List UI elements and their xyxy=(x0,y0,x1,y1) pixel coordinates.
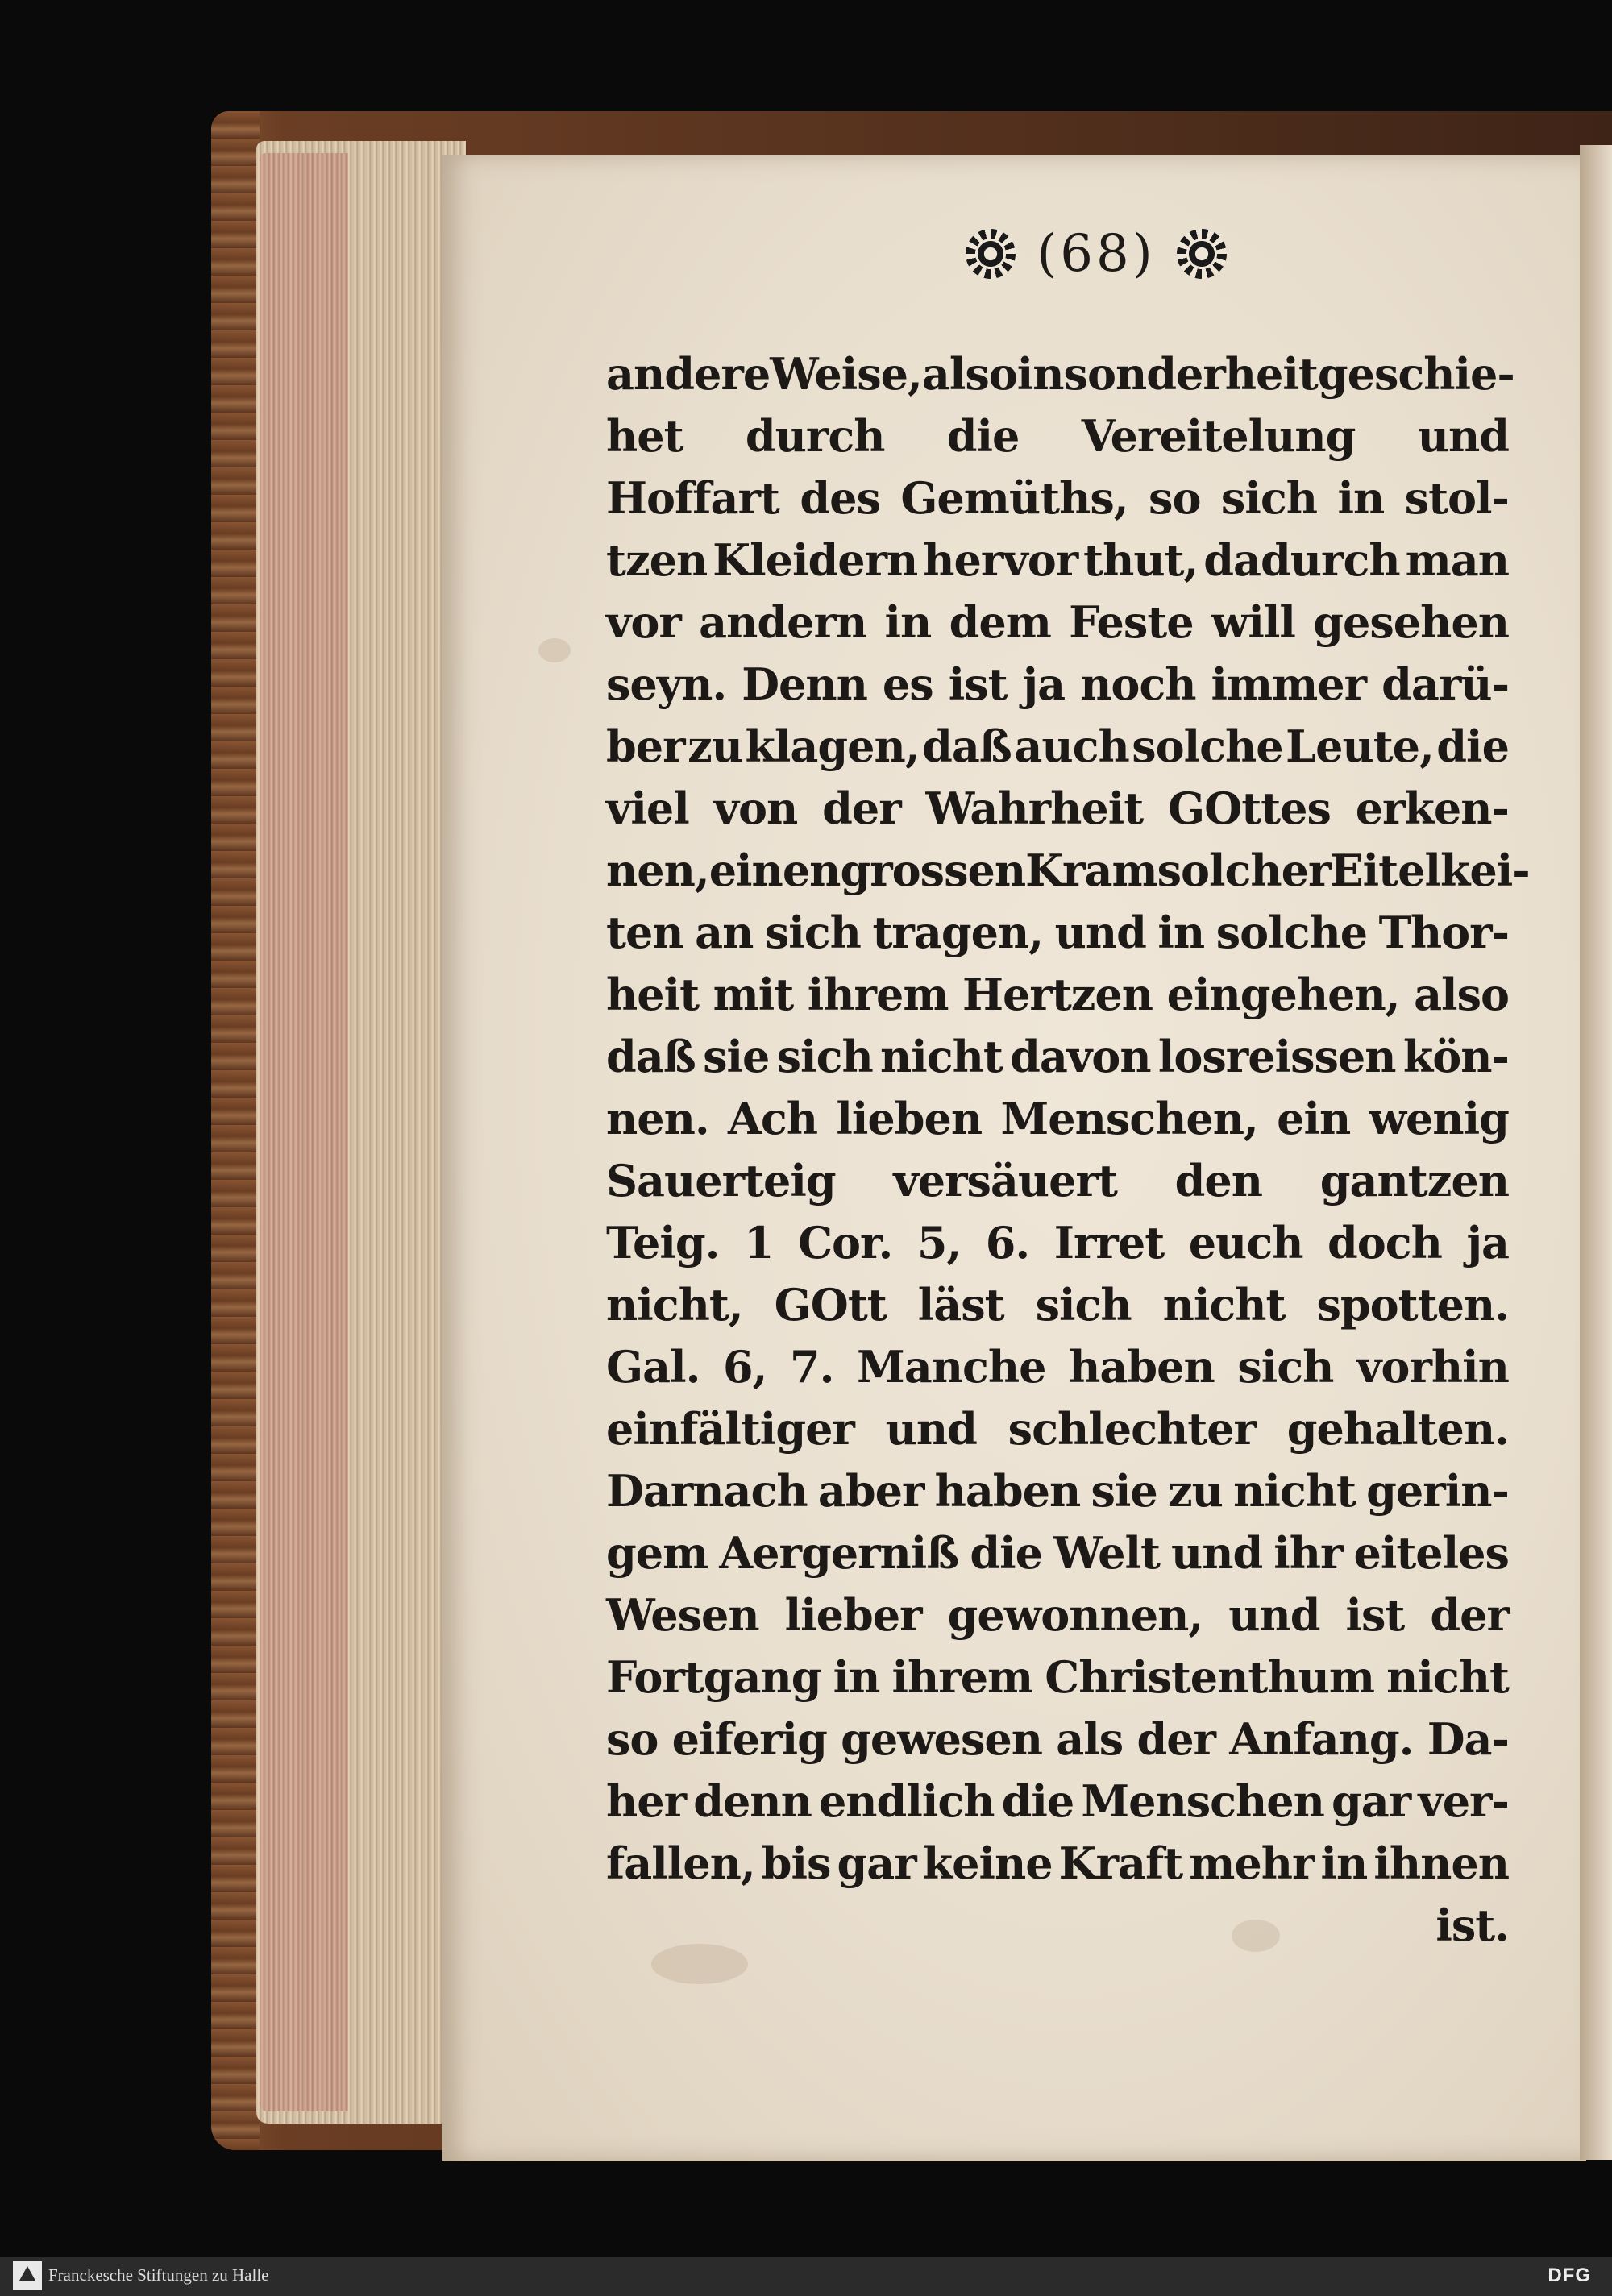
text-word: die xyxy=(1436,720,1509,772)
text-line xyxy=(606,1832,1509,1894)
text-word: Ach xyxy=(728,1092,818,1144)
text-word: und xyxy=(1054,906,1146,958)
text-word: den xyxy=(1174,1154,1263,1206)
text-word: Wesen xyxy=(606,1588,759,1641)
text-word: sich xyxy=(776,1030,873,1082)
text-word: gar xyxy=(837,1837,916,1889)
text-word: und xyxy=(1417,409,1509,462)
text-word: gewesen xyxy=(841,1713,1043,1765)
text-word: Anfang. xyxy=(1229,1713,1414,1765)
text-word: gem xyxy=(606,1526,708,1579)
text-word: Fortgang xyxy=(606,1650,821,1703)
text-word: Gemüths, xyxy=(900,471,1128,524)
text-word: geschie- xyxy=(1317,347,1514,400)
text-word: Aergerniß xyxy=(719,1526,959,1579)
text-word: versäuert xyxy=(893,1154,1117,1206)
text-word: sich xyxy=(1220,471,1317,524)
text-word: denn xyxy=(693,1775,812,1827)
text-line xyxy=(606,777,1509,839)
text-word: so xyxy=(606,1713,659,1765)
text-word: immer xyxy=(1211,658,1367,710)
text-word: und xyxy=(1170,1526,1263,1579)
text-word: insonderheit xyxy=(1016,347,1318,400)
text-word: viel xyxy=(606,782,689,834)
text-word: spotten. xyxy=(1316,1278,1509,1331)
text-word: in xyxy=(1337,471,1385,524)
text-word: Thor- xyxy=(1378,906,1509,958)
text-word: ten xyxy=(606,906,683,958)
text-word: dadurch xyxy=(1203,534,1400,586)
text-word: Cor. xyxy=(798,1216,893,1268)
text-word: ver- xyxy=(1418,1775,1509,1827)
text-word: Manche xyxy=(857,1340,1046,1393)
text-word: Welt xyxy=(1053,1526,1160,1579)
page-header xyxy=(870,218,1322,290)
text-word: Eitelkei- xyxy=(1330,844,1530,896)
text-word: haben xyxy=(934,1464,1081,1517)
text-word: Darnach xyxy=(606,1464,808,1517)
text-word: lieben xyxy=(836,1092,983,1144)
text-word: hervor xyxy=(923,534,1078,586)
text-word: 6, xyxy=(723,1340,767,1393)
text-line xyxy=(606,343,1514,405)
text-line xyxy=(606,1335,1509,1397)
text-word: gantzen xyxy=(1319,1154,1509,1206)
text-word: Da- xyxy=(1427,1713,1509,1765)
text-word: stol- xyxy=(1404,471,1509,524)
text-word: keine xyxy=(922,1837,1053,1889)
text-word: also xyxy=(1414,968,1509,1020)
text-word: so xyxy=(1149,471,1201,524)
text-word: es xyxy=(882,658,933,710)
text-line xyxy=(606,1397,1509,1459)
text-word: losreissen xyxy=(1157,1030,1396,1082)
text-word: grossen xyxy=(840,844,1026,896)
text-word: die xyxy=(946,409,1020,462)
text-word: und xyxy=(885,1402,977,1455)
rosette-ornament-icon xyxy=(1177,229,1227,279)
text-line xyxy=(606,1770,1509,1832)
text-word: sich xyxy=(1237,1340,1334,1393)
text-word: auch xyxy=(1014,720,1129,772)
dfg-logo: DFG xyxy=(1548,2265,1591,2286)
text-word: fallen, xyxy=(606,1837,755,1889)
text-word: davon xyxy=(1010,1030,1151,1082)
text-word: zu xyxy=(1167,1464,1223,1517)
text-word: wenig xyxy=(1369,1092,1509,1144)
facing-page-edge xyxy=(1580,145,1612,2160)
text-word: nicht xyxy=(880,1030,1003,1082)
text-word: zu xyxy=(688,720,742,772)
text-word: ist xyxy=(1345,1588,1405,1641)
text-word: solche xyxy=(1132,720,1283,772)
text-word: darü- xyxy=(1381,658,1509,710)
text-word: her xyxy=(606,1775,687,1827)
text-word: dem xyxy=(949,596,1051,648)
text-word: doch xyxy=(1327,1216,1442,1268)
text-word: nicht xyxy=(1162,1278,1286,1331)
text-line xyxy=(606,1459,1509,1522)
text-word: eiferig xyxy=(671,1713,827,1765)
text-line-last: ist. xyxy=(1435,1899,1509,1951)
text-word: erken- xyxy=(1355,782,1509,834)
text-word: der xyxy=(822,782,901,834)
text-word: schlechter xyxy=(1008,1402,1256,1455)
text-word: die xyxy=(1001,1775,1074,1827)
text-word: 5, xyxy=(916,1216,962,1268)
text-word: sie xyxy=(1091,1464,1157,1517)
book-spine-edge xyxy=(211,111,260,2150)
text-word: nen, xyxy=(606,844,709,896)
text-word: bis xyxy=(761,1837,831,1889)
red-page-edges xyxy=(260,153,348,2111)
text-word: also xyxy=(921,347,1017,400)
text-word: will xyxy=(1211,596,1295,648)
text-word: Teig. xyxy=(606,1216,720,1268)
text-word: thut, xyxy=(1083,534,1199,586)
text-word: nicht xyxy=(1386,1650,1509,1703)
text-word: nicht, xyxy=(606,1278,743,1331)
text-word: mehr xyxy=(1189,1837,1315,1889)
text-line xyxy=(606,901,1509,963)
text-word: lieber xyxy=(784,1588,922,1641)
text-word: kön- xyxy=(1402,1030,1509,1082)
text-line xyxy=(606,1149,1509,1211)
text-word: andern xyxy=(699,596,867,648)
text-word: heit xyxy=(606,968,700,1020)
text-word: ihr xyxy=(1273,1526,1343,1579)
text-word: Denn xyxy=(742,658,867,710)
text-word: von xyxy=(713,782,798,834)
text-word: Gal. xyxy=(606,1340,700,1393)
text-word: Christenthum xyxy=(1045,1650,1375,1703)
text-word: ihnen xyxy=(1373,1837,1509,1889)
text-word: in xyxy=(1157,906,1205,958)
text-word: 7. xyxy=(790,1340,834,1393)
text-word: sich xyxy=(764,906,861,958)
text-word: daß xyxy=(606,1030,696,1082)
text-word: läst xyxy=(917,1278,1004,1331)
text-word: in xyxy=(833,1650,880,1703)
text-line xyxy=(606,467,1509,529)
text-word: nen. xyxy=(606,1092,709,1144)
text-word: aber xyxy=(817,1464,924,1517)
text-word: Kram xyxy=(1025,844,1157,896)
text-word: Sauerteig xyxy=(606,1154,836,1206)
foxing-spot xyxy=(538,638,571,662)
text-line xyxy=(606,839,1530,901)
text-word: mit xyxy=(713,968,794,1020)
text-word: gerin- xyxy=(1366,1464,1509,1517)
page-number: (68) xyxy=(1037,224,1156,284)
text-word: in xyxy=(1320,1837,1368,1889)
text-word: gesehen xyxy=(1313,596,1509,648)
text-word: vor xyxy=(606,596,681,648)
text-word: Irret xyxy=(1053,1216,1165,1268)
text-word: Feste xyxy=(1069,596,1194,648)
text-line xyxy=(606,1584,1509,1646)
text-word: einen xyxy=(708,844,841,896)
text-word: sich xyxy=(1035,1278,1132,1331)
text-word: der xyxy=(1430,1588,1509,1641)
text-word: Kraft xyxy=(1058,1837,1183,1889)
text-line xyxy=(606,1646,1509,1708)
text-line xyxy=(606,1025,1509,1087)
institution-label: Franckesche Stiftungen zu Halle xyxy=(48,2265,269,2285)
text-word: euch xyxy=(1188,1216,1303,1268)
text-word: Kleidern xyxy=(713,534,918,586)
text-word: ihrem xyxy=(807,968,949,1020)
text-word: Hertzen xyxy=(962,968,1153,1020)
text-word: sie xyxy=(703,1030,770,1082)
text-word: Leute, xyxy=(1286,720,1434,772)
text-word: Menschen, xyxy=(1000,1092,1258,1144)
text-line xyxy=(606,653,1509,715)
text-word: Hoffart xyxy=(606,471,779,524)
text-word: vorhin xyxy=(1356,1340,1509,1393)
text-word: GOtt xyxy=(774,1278,887,1331)
text-word: daß xyxy=(922,720,1012,772)
text-word: noch xyxy=(1080,658,1196,710)
text-word: ein xyxy=(1277,1092,1351,1144)
text-word: ja xyxy=(1466,1216,1509,1268)
text-word: des xyxy=(800,471,880,524)
text-word: durch xyxy=(745,409,885,462)
text-line xyxy=(606,1211,1509,1273)
text-word: in xyxy=(884,596,932,648)
text-word: 1 xyxy=(743,1216,774,1268)
text-word: seyn. xyxy=(606,658,727,710)
text-line xyxy=(606,715,1509,777)
text-word: ihrem xyxy=(891,1650,1033,1703)
institution-logo-icon xyxy=(13,2261,42,2290)
text-word: an xyxy=(695,906,754,958)
text-line xyxy=(606,591,1509,653)
text-line xyxy=(606,1708,1509,1770)
text-word: solcher xyxy=(1157,844,1331,896)
text-word: tzen xyxy=(606,534,708,586)
text-word: tragen, xyxy=(872,906,1044,958)
text-line xyxy=(606,1273,1509,1335)
page-text xyxy=(606,343,1530,1956)
text-word: ja xyxy=(1022,658,1066,710)
text-line xyxy=(606,405,1509,467)
text-word: gehalten. xyxy=(1286,1402,1509,1455)
text-word: gar xyxy=(1332,1775,1411,1827)
text-word: Wahrheit xyxy=(925,782,1144,834)
text-word: klagen, xyxy=(745,720,920,772)
text-word: eingehen, xyxy=(1166,968,1400,1020)
text-word: als xyxy=(1056,1713,1124,1765)
text-word: endlich xyxy=(818,1775,995,1827)
text-word: nicht xyxy=(1233,1464,1356,1517)
text-word: eiteles xyxy=(1353,1526,1509,1579)
text-line xyxy=(606,1087,1509,1149)
text-line xyxy=(606,963,1509,1025)
text-word: man xyxy=(1405,534,1509,586)
text-word: und xyxy=(1228,1588,1320,1641)
text-word: GOttes xyxy=(1168,782,1331,834)
text-word: gewonnen, xyxy=(947,1588,1203,1641)
text-word: andere xyxy=(606,347,771,400)
text-word: solche xyxy=(1215,906,1368,958)
text-line xyxy=(606,529,1509,591)
text-word: Menschen xyxy=(1081,1775,1324,1827)
text-word: 6. xyxy=(985,1216,1030,1268)
text-word: der xyxy=(1136,1713,1216,1765)
text-word: Vereitelung xyxy=(1081,409,1356,462)
text-word: die xyxy=(970,1526,1042,1579)
text-word: Weise, xyxy=(770,347,922,400)
text-word: ber xyxy=(606,720,685,772)
text-word: einfältiger xyxy=(606,1402,854,1455)
text-word: het xyxy=(606,409,683,462)
rosette-ornament-icon xyxy=(966,229,1016,279)
text-line xyxy=(606,1522,1509,1584)
text-word: ist xyxy=(948,658,1008,710)
text-word: haben xyxy=(1069,1340,1215,1393)
